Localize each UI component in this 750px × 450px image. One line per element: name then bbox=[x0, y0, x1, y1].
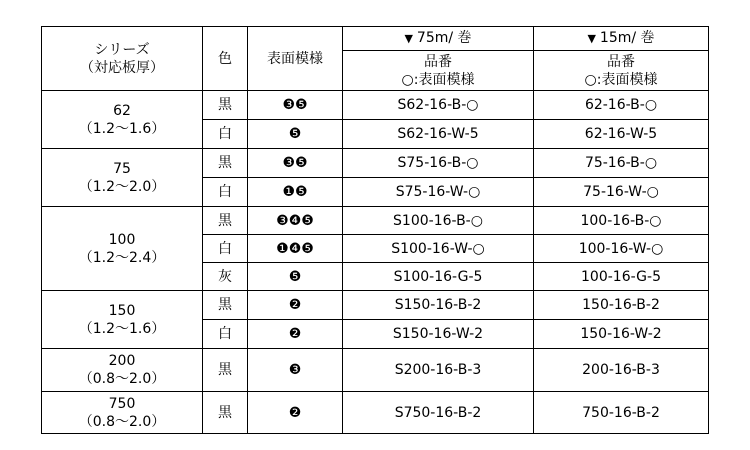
color-cell: 黒 bbox=[203, 207, 248, 235]
series-header-label: シリーズ bbox=[94, 41, 150, 58]
group-75m-label: 75m/ 巻 bbox=[416, 30, 472, 46]
part-no-75m: S200-16-B-3 bbox=[343, 349, 534, 392]
series-cell bbox=[42, 291, 203, 349]
table-row bbox=[42, 291, 709, 320]
part-no-75m: S150-16-B-2 bbox=[343, 291, 534, 320]
part-no-15m: 100-16-G-5 bbox=[534, 263, 709, 291]
pattern-cell: ❸❺ bbox=[248, 149, 343, 178]
series-value: 62 bbox=[113, 102, 131, 119]
part-no-15m: 100-16-W-○ bbox=[534, 235, 709, 263]
color-cell: 黒 bbox=[203, 392, 248, 434]
series-cell bbox=[42, 349, 203, 392]
series-cell bbox=[42, 392, 203, 434]
pattern-header: 表面模様 bbox=[248, 27, 343, 91]
part-no-15m: 75-16-W-○ bbox=[534, 178, 709, 207]
part-no-15m: 62-16-W-5 bbox=[534, 120, 709, 149]
pattern-cell: ❸❺ bbox=[248, 91, 343, 120]
pattern-cell: ❸ bbox=[248, 349, 343, 392]
pattern-cell: ❺ bbox=[248, 120, 343, 149]
pattern-cell: ❷ bbox=[248, 291, 343, 320]
part-no-75m: S100-16-B-○ bbox=[343, 207, 534, 235]
table-row bbox=[42, 91, 709, 120]
table-row bbox=[42, 207, 709, 235]
part-no-75m: S75-16-W-○ bbox=[343, 178, 534, 207]
table-row bbox=[42, 149, 709, 178]
group-15m-label: 15m/ 巻 bbox=[599, 30, 655, 46]
triangle-down-icon: ▼ bbox=[404, 32, 413, 45]
series-value: 100 bbox=[108, 231, 136, 248]
series-value: 150 bbox=[108, 302, 136, 319]
triangle-down-icon: ▼ bbox=[587, 32, 596, 45]
series-cell bbox=[42, 149, 203, 207]
part-no-label: 品番 bbox=[607, 53, 635, 70]
color-cell: 黒 bbox=[203, 349, 248, 392]
group-75m-header bbox=[343, 27, 534, 51]
color-cell: 白 bbox=[203, 120, 248, 149]
pattern-cell: ❶❺ bbox=[248, 178, 343, 207]
part-no-15m: 150-16-B-2 bbox=[534, 291, 709, 320]
series-value: 75 bbox=[113, 160, 131, 177]
pattern-cell: ❷ bbox=[248, 320, 343, 349]
part-no-15m: 750-16-B-2 bbox=[534, 392, 709, 434]
series-header-sub: （対応板厚） bbox=[80, 59, 164, 76]
series-header bbox=[42, 27, 203, 91]
part-no-15m: 150-16-W-2 bbox=[534, 320, 709, 349]
part-no-note: ○:表面模様 bbox=[584, 71, 658, 88]
series-cell bbox=[42, 207, 203, 291]
part-no-75m: S750-16-B-2 bbox=[343, 392, 534, 434]
part-no-header-75m bbox=[343, 51, 534, 91]
part-no-75m: S62-16-W-5 bbox=[343, 120, 534, 149]
pattern-cell: ❺ bbox=[248, 263, 343, 291]
part-no-header-15m bbox=[534, 51, 709, 91]
color-cell: 白 bbox=[203, 235, 248, 263]
part-no-note: ○:表面模様 bbox=[401, 71, 475, 88]
pattern-cell: ❷ bbox=[248, 392, 343, 434]
table-row bbox=[42, 349, 709, 392]
thickness-range: （1.2～2.4） bbox=[78, 249, 166, 266]
part-no-75m: S75-16-B-○ bbox=[343, 149, 534, 178]
pattern-cell: ❸❹❺ bbox=[248, 207, 343, 235]
part-no-75m: S150-16-W-2 bbox=[343, 320, 534, 349]
part-no-75m: S100-16-G-5 bbox=[343, 263, 534, 291]
thickness-range: （0.8～2.0） bbox=[78, 371, 166, 387]
thickness-range: （1.2～2.0） bbox=[78, 178, 166, 195]
thickness-range: （1.2～1.6） bbox=[78, 120, 166, 137]
part-no-75m: S100-16-W-○ bbox=[343, 235, 534, 263]
color-cell: 白 bbox=[203, 178, 248, 207]
group-15m-header bbox=[534, 27, 709, 51]
part-no-15m: 62-16-B-○ bbox=[534, 91, 709, 120]
color-cell: 黒 bbox=[203, 91, 248, 120]
part-no-label: 品番 bbox=[424, 53, 452, 70]
part-no-15m: 100-16-B-○ bbox=[534, 207, 709, 235]
series-value: 200 bbox=[108, 353, 136, 369]
color-cell: 黒 bbox=[203, 291, 248, 320]
color-cell: 黒 bbox=[203, 149, 248, 178]
thickness-range: （1.2～1.6） bbox=[78, 320, 166, 337]
pattern-cell: ❶❹❺ bbox=[248, 235, 343, 263]
part-no-75m: S62-16-B-○ bbox=[343, 91, 534, 120]
product-spec-table bbox=[41, 26, 709, 434]
color-cell: 灰 bbox=[203, 263, 248, 291]
thickness-range: （0.8～2.0） bbox=[78, 413, 166, 430]
table-row bbox=[42, 392, 709, 434]
part-no-15m: 200-16-B-3 bbox=[534, 349, 709, 392]
color-header: 色 bbox=[203, 27, 248, 91]
color-cell: 白 bbox=[203, 320, 248, 349]
series-value: 750 bbox=[108, 395, 136, 412]
series-cell bbox=[42, 91, 203, 149]
part-no-15m: 75-16-B-○ bbox=[534, 149, 709, 178]
